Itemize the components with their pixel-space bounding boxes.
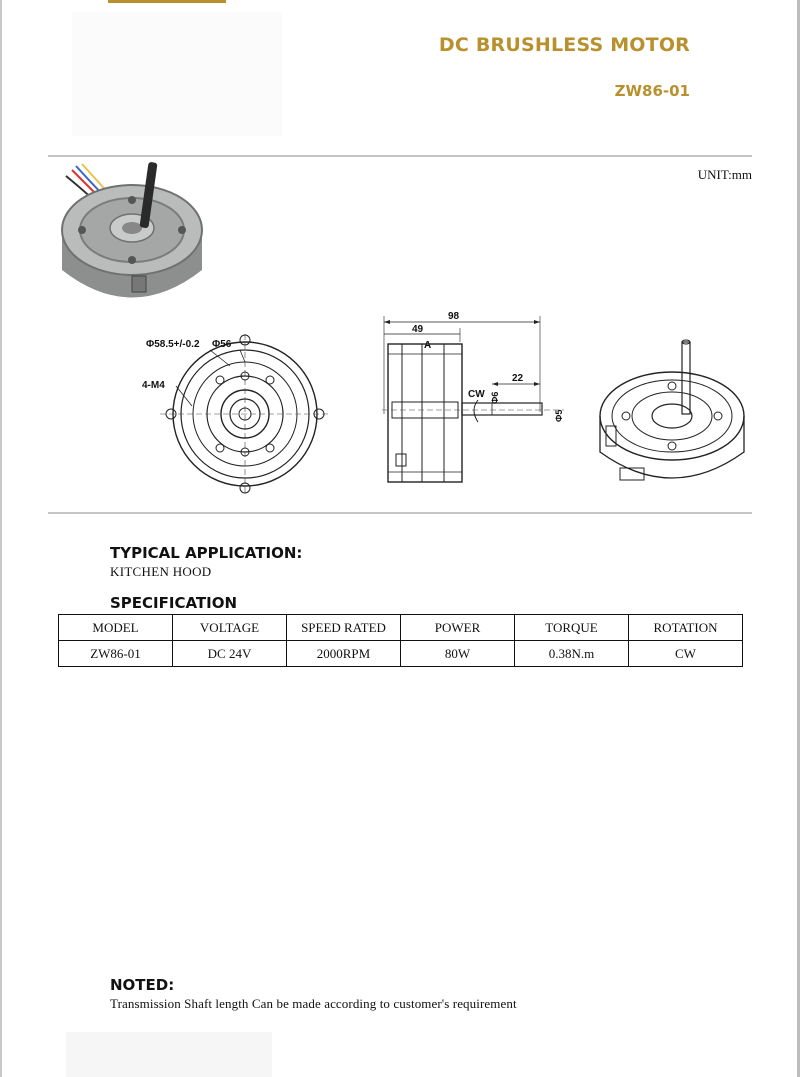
spec-header-voltage: VOLTAGE [173, 615, 287, 641]
specification-table [58, 614, 743, 667]
spec-cell-torque: 0.38N.m [515, 641, 629, 667]
logo-placeholder [72, 12, 282, 136]
isometric-drawing [592, 334, 752, 504]
top-accent-bar [108, 0, 226, 3]
spec-header-torque: TORQUE [515, 615, 629, 641]
application-heading: TYPICAL APPLICATION: [110, 544, 303, 562]
front-view-drawing [140, 330, 340, 500]
side-dim-shaft: 22 [512, 373, 524, 384]
spec-header-power: POWER [401, 615, 515, 641]
front-dim-outer: Φ58.5+/-0.2 [146, 339, 200, 350]
side-dim-shaft-6: Φ6 [490, 391, 500, 404]
spec-cell-voltage: DC 24V [173, 641, 287, 667]
front-dim-inner: Φ56 [212, 339, 232, 350]
spec-header-model: MODEL [59, 615, 173, 641]
unit-label: UNIT:mm [697, 167, 752, 182]
divider-top [48, 155, 752, 157]
spec-cell-model: ZW86-01 [59, 641, 173, 667]
application-text: KITCHEN HOOD [110, 564, 212, 579]
front-dim-holes: 4-M4 [142, 380, 165, 391]
specification-heading: SPECIFICATION [110, 594, 238, 612]
page-frame-left [0, 0, 2, 1077]
side-view-drawing [372, 304, 582, 500]
spec-header-row [59, 615, 743, 641]
spec-cell-rotation: CW [629, 641, 743, 667]
side-dim-overall: 98 [448, 311, 460, 322]
spec-header-speed: SPEED RATED [287, 615, 401, 641]
noted-text: Transmission Shaft length Can be made according to customer's requirement [110, 996, 517, 1011]
motor-photo [52, 160, 212, 330]
side-dim-shaft-5: Φ5 [554, 409, 564, 422]
footer-placeholder [66, 1032, 272, 1077]
side-dim-datum: A [424, 340, 432, 351]
side-direction: CW [468, 389, 485, 400]
noted-heading: NOTED: [110, 976, 175, 994]
divider-middle [48, 512, 752, 514]
spec-data-row [59, 641, 743, 667]
spec-cell-power: 80W [401, 641, 515, 667]
page-title: DC BRUSHLESS MOTOR [438, 34, 690, 56]
spec-header-rotation: ROTATION [629, 615, 743, 641]
side-dim-body: 49 [412, 324, 424, 335]
model-code: ZW86-01 [614, 82, 690, 100]
spec-cell-speed: 2000RPM [287, 641, 401, 667]
